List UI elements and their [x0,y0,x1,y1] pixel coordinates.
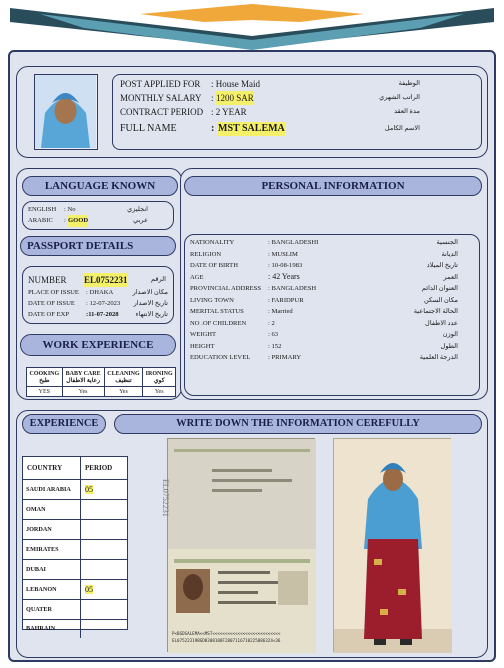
english-label: ENGLISH [28,206,57,213]
experience-header-row [23,457,127,480]
doi-label: DATE OF ISSUE [28,300,75,307]
work-value-row [27,387,176,397]
work-col-babycare: BABY CARE رعاية الاطفال [62,368,104,387]
work-col-cooking: COOKING طبخ [27,368,63,387]
english-ar: انجليزي [127,206,148,213]
salary-colon: : [211,93,214,103]
personal-row-height: HEIGHT : 152 الطول [190,342,458,350]
name-label: FULL NAME [120,123,177,134]
doe-value: :11-07-2028 [86,311,119,318]
contract-label: CONTRACT PERIOD [120,107,204,117]
work-title: WORK EXPERIENCE [20,334,176,356]
work-col-cleaning: CLEANING تنظيف [104,368,143,387]
arabic-value: GOOD [68,215,88,227]
doi-ar: تاريخ الاصدار [133,300,168,307]
passport-number-value: EL0752231 [84,275,128,285]
place-value: : DHAKA [86,289,114,296]
work-col-ironing: IRONING كوي [143,368,176,387]
post-label: POST APPLIED FOR [120,79,201,89]
passport-mrz-line2: EL07522319BGD8308108F2807116710225086324<36 [172,638,281,643]
personal-title: PERSONAL INFORMATION [184,176,482,196]
work-table [26,367,176,397]
country-header: COUNTRY [23,457,81,479]
write-down-title: WRITE DOWN THE INFORMATION CEREFULLY [114,414,482,434]
experience-row: QUATER [23,600,127,620]
personal-row-address: PROVINCIAL ADDRESS : BANGLADESH العنوان الدائم [190,285,458,292]
contract-ar: مدة العقد [394,108,420,115]
experience-row: LEBANON 05 [23,580,127,600]
arabic-ar: عربي [133,217,148,224]
experience-row: JORDAN [23,520,127,540]
english-value: : No [64,206,76,213]
salary-value: 1200 SAR [216,93,254,103]
experience-row: OMAN [23,500,127,520]
personal-row-children: NO .OF CHILDREN : 2 عدد الاطفال [190,319,458,327]
passport-number-label: NUMBER [28,275,67,285]
personal-row-dob: DATE OF BIRTH : 10-08-1983 تاريخ الميلاد [190,262,458,269]
salary-label: MONTHLY SALARY [120,93,202,103]
contract-value: : 2 YEAR [211,107,247,117]
experience-title: EXPERIENCE [22,414,106,434]
personal-row-weight: WEIGHT : 63 الوزن [190,331,458,338]
passport-number-ar: الرقم [150,276,166,283]
work-value-cleaning: Yes [104,387,143,397]
post-value: : House Maid [211,79,260,89]
candidate-photo [34,74,98,150]
work-value-cooking: YES [27,387,63,397]
work-header-row [27,368,176,387]
passport-scan-number: EL0752231 [161,479,170,517]
name-colon: : [211,123,215,134]
salary-ar: الراتب الشهري [379,94,420,101]
work-value-ironing: Yes [143,387,176,397]
name-ar: الاسم الكامل [384,125,420,132]
full-name-value: MST SALEMA [218,123,285,134]
personal-rows [190,237,476,364]
doi-value: : 12-07-2023 [86,300,121,307]
experience-row: SAUDI ARABIA 05 [23,480,127,500]
passport-mrz-line1: P<BGDSALEMA<<MST<<<<<<<<<<<<<<<<<<<<<<<<<<< [172,631,281,636]
doe-label: DATE OF EXP [28,311,70,318]
passport-scan-image [161,438,315,652]
header-banner [0,0,504,56]
arabic-colon: : [64,217,66,224]
experience-row: BAHRAIN [23,620,127,638]
arabic-label: ARABIC [28,217,53,224]
post-ar: الوظيفة [398,80,420,87]
full-body-photo [333,438,451,652]
place-label: PLACE OF ISSUE [28,289,79,296]
experience-row: DUBAI [23,560,127,580]
personal-row-marital: MERITAL STATUS : Married الحالة الاجتماعية [190,308,458,315]
personal-row-age: AGE : 42 Years العمر [190,271,458,281]
personal-row-nationality: NATIONALITY : BANGLADESHI الجنسية [190,239,458,246]
personal-row-education: EDUCATION LEVEL : PRIMARY الدرجة العلمية [190,354,458,361]
personal-row-religion: RELIGION : MUSLIM الديانة [190,250,458,258]
passport-title: PASSPORT DETAILS [20,236,176,256]
period-header: PERIOD [85,464,113,472]
work-value-babycare: Yes [62,387,104,397]
place-ar: مكان الاصدار [132,289,168,296]
doe-ar: تاريخ الانتهاء [135,311,168,318]
experience-table [22,456,128,630]
language-title: LANGUAGE KNOWN [22,176,178,196]
experience-row: EMIRATES [23,540,127,560]
personal-row-town: LIVING TOWN : FARIDPUR مكان السكن [190,296,458,304]
